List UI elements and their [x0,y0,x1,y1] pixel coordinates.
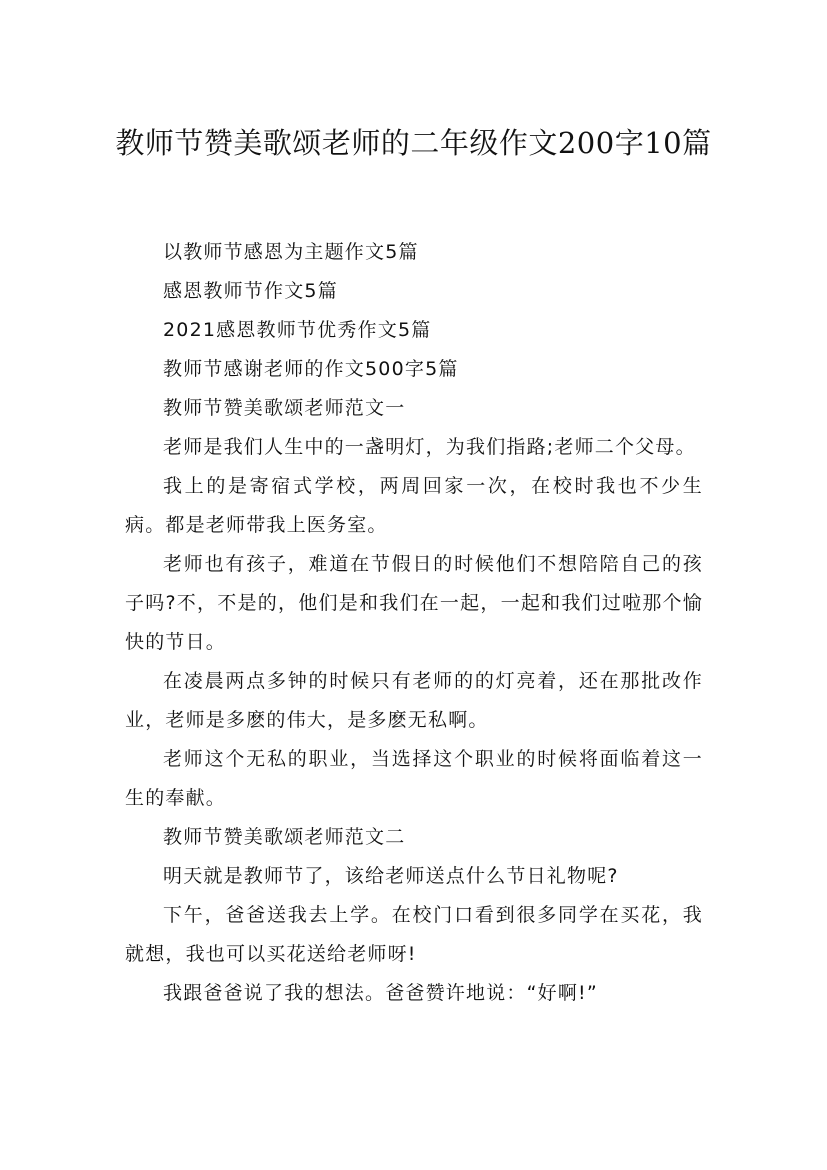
paragraph: 下午，爸爸送我去上学。在校门口看到很多同学在买花，我就想，我也可以买花送给老师呀! [125,904,703,965]
paragraph: 我上的是寄宿式学校，两周回家一次，在校时我也不少生病。都是老师带我上医务室。 [125,475,703,536]
paragraph: 明天就是教师节了，该给老师送点什么节日礼物呢? [163,865,619,887]
document-title: 教师节赞美歌颂老师的二年级作文200字10篇 [115,126,712,161]
document-body [125,233,703,1013]
paragraph: 老师也有孩子，难道在节假日的时候他们不想陪陪自己的孩子吗?不，不是的，他们是和我们在一起，一起和我们过啦那个愉快的节日。 [125,553,703,653]
paragraph: 老师这个无私的职业，当选择这个职业的时候将面临着这一生的奉献。 [125,748,703,809]
paragraph: 我跟爸爸说了我的想法。爸爸赞许地说：“好啊!” [163,982,598,1004]
section-heading: 教师节赞美歌颂老师范文一 [163,397,406,419]
paragraph: 老师是我们人生中的一盏明灯，为我们指路;老师二个父母。 [163,436,696,458]
paragraph: 在凌晨两点多钟的时候只有老师的的灯亮着，还在那批改作业，老师是多麽的伟大，是多麽无私啊。 [125,670,703,731]
paragraph: 2021感恩教师节优秀作文5篇 [163,319,432,341]
section-heading: 教师节赞美歌颂老师范文二 [163,826,406,848]
paragraph: 感恩教师节作文5篇 [163,280,338,302]
paragraph: 以教师节感恩为主题作文5篇 [163,241,419,263]
paragraph: 教师节感谢老师的作文500字5篇 [163,358,459,380]
